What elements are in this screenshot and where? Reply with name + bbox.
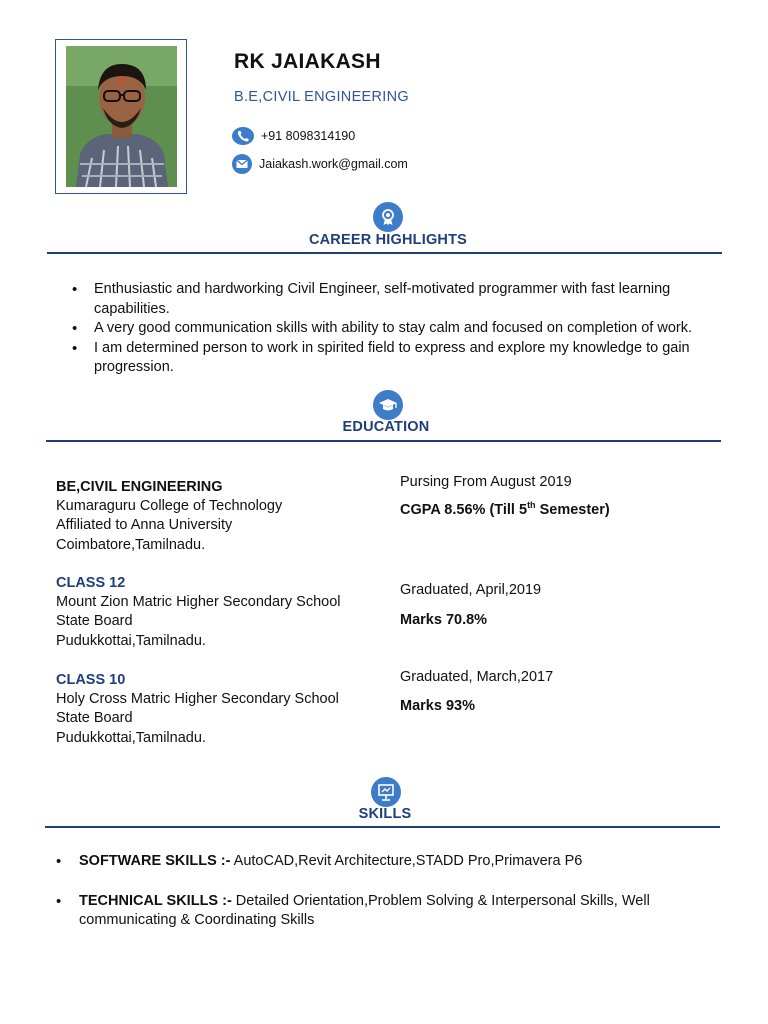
skill-label: TECHNICAL SKILLS :-: [79, 892, 232, 909]
education-score: [400, 500, 610, 518]
score-suffix: Semester): [535, 501, 610, 518]
list-item: • Enthusiastic and hardworking Civil Engineer, self-motivated programmer with fast learning capabilities.: [47, 280, 722, 319]
education-institution: Holy Cross Matric Higher Secondary School: [56, 691, 339, 708]
education-board: State Board: [56, 613, 133, 630]
skills-heading: SKILLS: [358, 806, 412, 822]
skills-list: [0, 852, 700, 931]
phone-number[interactable]: +91 8098314190: [261, 129, 356, 143]
presentation-board-icon: [371, 777, 401, 807]
profile-photo: [66, 46, 177, 187]
section-divider: [46, 440, 721, 442]
email-address[interactable]: Jaiakash.work@gmail.com: [259, 157, 408, 171]
education-location: Coimbatore,Tamilnadu.: [56, 536, 206, 553]
list-item: [0, 892, 700, 931]
education-score: Marks 93%: [400, 698, 475, 714]
score-superscript: th: [527, 500, 536, 510]
profile-photo-frame: [55, 39, 187, 194]
email-contact: [232, 154, 408, 174]
career-highlights-list: [47, 280, 722, 378]
score-text: CGPA 8.56% (Till 5: [400, 501, 528, 518]
section-divider: [47, 252, 722, 254]
candidate-degree: B.E,CIVIL ENGINEERING: [234, 89, 409, 105]
education-location: Pudukkottai,Tamilnadu.: [56, 632, 206, 649]
candidate-name: RK JAIAKASH: [234, 50, 381, 73]
skill-value: Detailed Orientation,Problem Solving & Interpersonal Skills, Well communicating & Coordinating Skills: [79, 892, 650, 928]
education-institution: Mount Zion Matric Higher Secondary School: [56, 594, 341, 611]
envelope-icon: [232, 154, 252, 174]
phone-contact: [232, 126, 355, 146]
phone-icon: [232, 127, 254, 145]
education-status: Graduated, April,2019: [400, 582, 542, 598]
education-entry-be: [56, 478, 282, 555]
education-entry-class10: [56, 671, 339, 748]
education-status: Pursing From August 2019: [400, 474, 572, 490]
career-highlights-heading: CAREER HIGHLIGHTS: [308, 232, 468, 248]
education-score: Marks 70.8%: [400, 612, 488, 628]
person-silhouette-icon: [66, 46, 177, 187]
education-entry-class12: [56, 574, 341, 651]
list-item: • A very good communication skills with ability to stay calm and focused on completion of work.: [47, 319, 722, 339]
section-divider: [45, 826, 720, 828]
education-heading: EDUCATION: [342, 419, 430, 435]
list-item: [0, 852, 700, 872]
list-item: • I am determined person to work in spirited field to express and explore my knowledge to gain progression.: [47, 339, 722, 378]
education-status: Graduated, March,2017: [400, 669, 554, 685]
education-institution: Kumaraguru College of Technology: [56, 498, 283, 515]
graduation-cap-icon: [373, 390, 403, 420]
education-title: BE,CIVIL ENGINEERING: [56, 479, 223, 495]
education-title: CLASS 10: [56, 672, 126, 688]
education-affiliation: Affiliated to Anna University: [56, 517, 233, 534]
skill-label: SOFTWARE SKILLS :-: [79, 853, 231, 869]
skill-value: AutoCAD,Revit Architecture,STADD Pro,Primavera P6: [230, 853, 583, 869]
education-board: State Board: [56, 710, 133, 727]
education-location: Pudukkottai,Tamilnadu.: [56, 729, 206, 746]
award-ribbon-icon: [373, 202, 403, 232]
education-title: CLASS 12: [56, 575, 126, 591]
